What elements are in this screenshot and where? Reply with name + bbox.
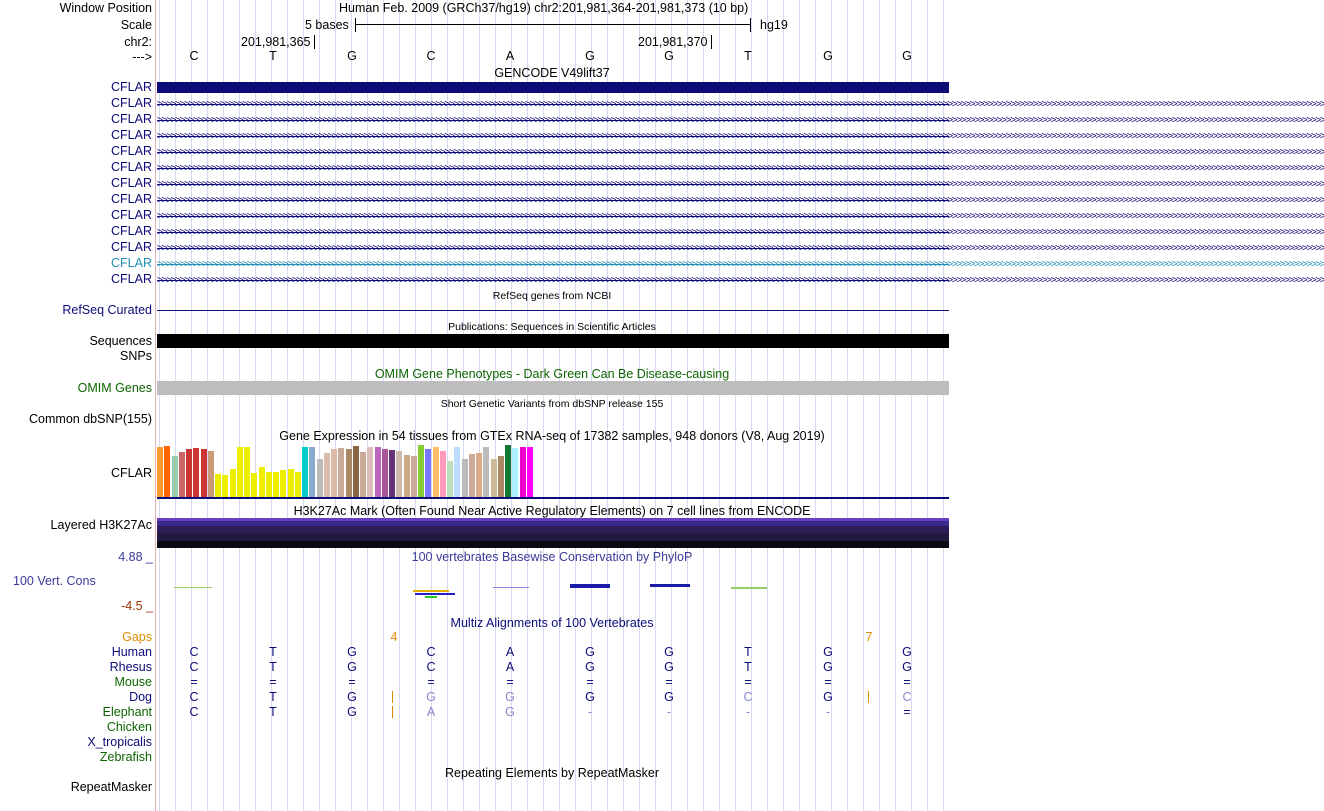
cons-track[interactable]: [157, 576, 949, 601]
scale-bar: [355, 18, 751, 32]
cons-ymin: -4.5 _: [121, 599, 153, 613]
gap-marker: [392, 706, 393, 718]
alignment-base: T: [269, 645, 277, 659]
cons-ymax: 4.88 _: [118, 550, 153, 564]
gencode-transcript[interactable]: [157, 82, 949, 93]
gtex-tissue-bar[interactable]: [491, 459, 497, 497]
gtex-tissue-bar[interactable]: [389, 450, 395, 497]
base-letter: A: [505, 49, 515, 63]
gtex-tissue-bar[interactable]: [425, 449, 431, 497]
alignment-base: G: [664, 645, 674, 659]
gtex-tissue-bar[interactable]: [454, 447, 460, 497]
alignment-base: G: [585, 645, 595, 659]
gtex-tissue-bar[interactable]: [288, 469, 294, 497]
gtex-tissue-bar[interactable]: [201, 449, 207, 497]
assembly-label: hg19: [760, 18, 788, 32]
dbsnp-label[interactable]: Common dbSNP(155): [29, 412, 152, 426]
gtex-tissue-bar[interactable]: [404, 455, 410, 497]
alignment-base: =: [903, 705, 911, 719]
gtex-tissue-bar[interactable]: [317, 459, 323, 497]
gtex-bar-chart[interactable]: [157, 445, 949, 497]
base-letter: G: [585, 49, 595, 63]
alignment-base: =: [190, 675, 198, 689]
gtex-tissue-bar[interactable]: [280, 470, 286, 497]
alignment-base: C: [189, 660, 199, 674]
alignment-base: G: [585, 690, 595, 704]
alignment-base: A: [505, 645, 515, 659]
gtex-tissue-bar[interactable]: [273, 472, 279, 497]
alignment-base: A: [505, 660, 515, 674]
gencode-gene-label[interactable]: CFLAR: [111, 272, 152, 286]
omim-label[interactable]: OMIM Genes: [77, 381, 152, 395]
gtex-tissue-bar[interactable]: [346, 449, 352, 497]
gtex-tissue-bar[interactable]: [512, 448, 518, 497]
sequences-label[interactable]: Sequences: [89, 334, 152, 348]
base-letter: G: [823, 49, 833, 63]
publications-title[interactable]: Publications: Sequences in Scientific Articles: [448, 321, 656, 333]
gtex-tissue-bar[interactable]: [440, 451, 446, 497]
gencode-transcript[interactable]: >>>>>>>>>>>>>>>>>>>>>>>>>>>>>>>>>>>>>>>>>>>>>>>>>>>>>>>>>>>>>>>>>>>>>>>>>>>>>>>>>>>>>>>>>>>>>>>>>>>>>>>>>>>>>>>>>>>>>>>>>>>>>>>>>>>>>>>>>>>>>>>>>>>>>>>>>>>>>>>>>>>>>>>>>>>>>>>>>>>>>>>>>>>>>>>>>>>>>>>>>>>>>>>>>>>>>>>>>>>>>>>>>>>>>>>>>>>>>>>>>>>>>>>>>>>>>>>>>>>>: [157, 115, 1324, 126]
coord-tick-2-mark: [711, 35, 712, 49]
species-label[interactable]: Rhesus: [109, 660, 152, 674]
repeatmasker-title[interactable]: Repeating Elements by RepeatMasker: [444, 766, 660, 780]
alignment-base: G: [664, 690, 674, 704]
label-divider: [155, 0, 156, 811]
gtex-tissue-bar[interactable]: [338, 448, 344, 497]
gtex-tissue-bar[interactable]: [527, 447, 533, 497]
alignment-base: -: [825, 705, 831, 719]
gaps-label[interactable]: Gaps: [122, 630, 152, 644]
gtex-tissue-bar[interactable]: [367, 447, 373, 497]
alignment-base: G: [426, 690, 436, 704]
alignment-base: G: [347, 645, 357, 659]
cons-mark: [413, 590, 449, 592]
alignment-base: G: [585, 660, 595, 674]
gap-count: 7: [865, 630, 873, 644]
gtex-tissue-bar[interactable]: [353, 446, 359, 497]
gtex-tissue-bar[interactable]: [208, 451, 214, 497]
gtex-tissue-bar[interactable]: [157, 447, 163, 497]
gtex-tissue-bar[interactable]: [266, 472, 272, 497]
gtex-tissue-bar[interactable]: [418, 445, 424, 497]
gencode-gene-label[interactable]: CFLAR: [111, 224, 152, 238]
cons-mark: [570, 584, 610, 588]
coord-tick-2: 201,981,370: [638, 35, 708, 49]
sequences-bar[interactable]: [157, 334, 949, 348]
cons-mark: [731, 587, 767, 589]
gtex-tissue-bar[interactable]: [164, 446, 170, 497]
gtex-tissue-bar[interactable]: [186, 449, 192, 497]
h3k27ac-layers[interactable]: [157, 518, 949, 548]
gencode-gene-label[interactable]: CFLAR: [111, 240, 152, 254]
cons-mark: [493, 587, 529, 588]
gencode-transcript[interactable]: >>>>>>>>>>>>>>>>>>>>>>>>>>>>>>>>>>>>>>>>>>>>>>>>>>>>>>>>>>>>>>>>>>>>>>>>>>>>>>>>>>>>>>>>>>>>>>>>>>>>>>>>>>>>>>>>>>>>>>>>>>>>>>>>>>>>>>>>>>>>>>>>>>>>>>>>>>>>>>>>>>>>>>>>>>>>>>>>>>>>>>>>>>>>>>>>>>>>>>>>>>>>>>>>>>>>>>>>>>>>>>>>>>>>>>>>>>>>>>>>>>>>>>>>>>>>>>>>>>>>: [157, 163, 1324, 174]
gtex-tissue-bar[interactable]: [193, 448, 199, 497]
gtex-tissue-bar[interactable]: [179, 452, 185, 497]
gtex-tissue-bar[interactable]: [375, 447, 381, 497]
gtex-tissue-bar[interactable]: [433, 447, 439, 497]
alignment-base: =: [269, 675, 277, 689]
alignment-base: =: [824, 675, 832, 689]
gencode-transcript[interactable]: >>>>>>>>>>>>>>>>>>>>>>>>>>>>>>>>>>>>>>>>>>>>>>>>>>>>>>>>>>>>>>>>>>>>>>>>>>>>>>>>>>>>>>>>>>>>>>>>>>>>>>>>>>>>>>>>>>>>>>>>>>>>>>>>>>>>>>>>>>>>>>>>>>>>>>>>>>>>>>>>>>>>>>>>>>>>>>>>>>>>>>>>>>>>>>>>>>>>>>>>>>>>>>>>>>>>>>>>>>>>>>>>>>>>>>>>>>>>>>>>>>>>>>>>>>>>>>>>>>>>: [157, 227, 1324, 238]
gtex-tissue-bar[interactable]: [396, 451, 402, 497]
gtex-tissue-bar[interactable]: [360, 452, 366, 497]
cons-mark: [174, 587, 212, 588]
alignment-base: =: [506, 675, 514, 689]
alignment-base: C: [743, 690, 753, 704]
alignment-base: T: [744, 645, 752, 659]
gtex-tissue-bar[interactable]: [259, 467, 265, 497]
gencode-title[interactable]: GENCODE V49lift37: [494, 66, 610, 80]
gencode-gene-label[interactable]: CFLAR: [111, 192, 152, 206]
gencode-gene-label[interactable]: CFLAR: [111, 208, 152, 222]
gtex-tissue-bar[interactable]: [215, 474, 221, 497]
base-letter: C: [426, 49, 436, 63]
window-position-label: Window Position: [59, 1, 152, 15]
alignment-base: G: [505, 705, 515, 719]
alignment-base: G: [505, 690, 515, 704]
species-label[interactable]: Zebrafish: [99, 750, 152, 764]
gtex-tissue-bar[interactable]: [411, 456, 417, 497]
snps-label[interactable]: SNPs: [120, 349, 152, 363]
species-label[interactable]: Chicken: [106, 720, 152, 734]
alignment-base: C: [189, 690, 199, 704]
alignment-base: -: [666, 705, 672, 719]
alignment-base: C: [426, 645, 436, 659]
species-label[interactable]: Dog: [129, 690, 152, 704]
alignment-base: =: [665, 675, 673, 689]
gencode-transcript[interactable]: >>>>>>>>>>>>>>>>>>>>>>>>>>>>>>>>>>>>>>>>>>>>>>>>>>>>>>>>>>>>>>>>>>>>>>>>>>>>>>>>>>>>>>>>>>>>>>>>>>>>>>>>>>>>>>>>>>>>>>>>>>>>>>>>>>>>>>>>>>>>>>>>>>>>>>>>>>>>>>>>>>>>>>>>>>>>>>>>>>>>>>>>>>>>>>>>>>>>>>>>>>>>>>>>>>>>>>>>>>>>>>>>>>>>>>>>>>>>>>>>>>>>>>>>>>>>>>>>>>>>: [157, 99, 1324, 110]
gencode-gene-label[interactable]: CFLAR: [111, 256, 152, 270]
gtex-tissue-bar[interactable]: [382, 449, 388, 497]
alignment-base: =: [903, 675, 911, 689]
gtex-tissue-bar[interactable]: [222, 475, 228, 497]
species-label[interactable]: Human: [111, 645, 152, 659]
alignment-base: A: [426, 705, 436, 719]
cons-mark: [425, 596, 437, 598]
omim-title[interactable]: OMIM Gene Phenotypes - Dark Green Can Be Disease-causing: [374, 367, 730, 381]
gtex-tissue-bar[interactable]: [302, 447, 308, 497]
alignment-base: -: [587, 705, 593, 719]
alignment-base: T: [269, 705, 277, 719]
gencode-transcript[interactable]: >>>>>>>>>>>>>>>>>>>>>>>>>>>>>>>>>>>>>>>>>>>>>>>>>>>>>>>>>>>>>>>>>>>>>>>>>>>>>>>>>>>>>>>>>>>>>>>>>>>>>>>>>>>>>>>>>>>>>>>>>>>>>>>>>>>>>>>>>>>>>>>>>>>>>>>>>>>>>>>>>>>>>>>>>>>>>>>>>>>>>>>>>>>>>>>>>>>>>>>>>>>>>>>>>>>>>>>>>>>>>>>>>>>>>>>>>>>>>>>>>>>>>>>>>>>>>>>>>>>>: [157, 195, 1324, 206]
gtex-tissue-bar[interactable]: [244, 447, 250, 497]
gtex-tissue-bar[interactable]: [230, 469, 236, 497]
gencode-gene-label[interactable]: CFLAR: [111, 160, 152, 174]
coord-tick-1-mark: [314, 35, 315, 49]
alignment-base: G: [823, 645, 833, 659]
alignment-base: T: [744, 660, 752, 674]
alignment-base: C: [189, 705, 199, 719]
gtex-baseline: [157, 497, 949, 499]
alignment-base: G: [902, 660, 912, 674]
alignment-base: C: [426, 660, 436, 674]
alignment-base: =: [744, 675, 752, 689]
coord-tick-1: 201,981,365: [241, 35, 311, 49]
gencode-gene-label[interactable]: CFLAR: [111, 144, 152, 158]
cons-mark: [415, 593, 455, 595]
gtex-tissue-bar[interactable]: [520, 447, 526, 497]
h3k27ac-title[interactable]: H3K27Ac Mark (Often Found Near Active Regulatory Elements) on 7 cell lines from ENCODE: [293, 504, 811, 518]
alignment-base: G: [347, 690, 357, 704]
alignment-base: =: [348, 675, 356, 689]
species-label[interactable]: Mouse: [114, 675, 152, 689]
gap-marker: [392, 691, 393, 703]
gtex-tissue-bar[interactable]: [309, 447, 315, 497]
refseq-label[interactable]: RefSeq Curated: [62, 303, 152, 317]
gtex-title[interactable]: Gene Expression in 54 tissues from GTEx RNA-seq of 17382 samples, 948 donors (V8, Aug 2019): [279, 429, 825, 443]
gtex-tissue-bar[interactable]: [462, 459, 468, 497]
omim-bar[interactable]: [157, 381, 949, 395]
gtex-tissue-bar[interactable]: [498, 456, 504, 497]
gtex-tissue-bar[interactable]: [295, 472, 301, 497]
multiz-title[interactable]: Multiz Alignments of 100 Vertebrates: [450, 616, 654, 630]
base-letter: T: [744, 49, 752, 63]
gencode-gene-label[interactable]: CFLAR: [111, 128, 152, 142]
scale-text: 5 bases: [305, 18, 349, 32]
gencode-gene-label[interactable]: CFLAR: [111, 176, 152, 190]
alignment-base: =: [586, 675, 594, 689]
gencode-transcript[interactable]: >>>>>>>>>>>>>>>>>>>>>>>>>>>>>>>>>>>>>>>>>>>>>>>>>>>>>>>>>>>>>>>>>>>>>>>>>>>>>>>>>>>>>>>>>>>>>>>>>>>>>>>>>>>>>>>>>>>>>>>>>>>>>>>>>>>>>>>>>>>>>>>>>>>>>>>>>>>>>>>>>>>>>>>>>>>>>>>>>>>>>>>>>>>>>>>>>>>>>>>>>>>>>>>>>>>>>>>>>>>>>>>>>>>>>>>>>>>>>>>>>>>>>>>>>>>>>>>>>>>>: [157, 179, 1324, 190]
gtex-label[interactable]: CFLAR: [111, 466, 152, 480]
gencode-transcript[interactable]: >>>>>>>>>>>>>>>>>>>>>>>>>>>>>>>>>>>>>>>>>>>>>>>>>>>>>>>>>>>>>>>>>>>>>>>>>>>>>>>>>>>>>>>>>>>>>>>>>>>>>>>>>>>>>>>>>>>>>>>>>>>>>>>>>>>>>>>>>>>>>>>>>>>>>>>>>>>>>>>>>>>>>>>>>>>>>>>>>>>>>>>>>>>>>>>>>>>>>>>>>>>>>>>>>>>>>>>>>>>>>>>>>>>>>>>>>>>>>>>>>>>>>>>>>>>>>>>>>>>>: [157, 147, 1324, 158]
cons-mark: [650, 584, 690, 587]
base-letter: G: [664, 49, 674, 63]
alignment-base: =: [427, 675, 435, 689]
gtex-tissue-bar[interactable]: [251, 473, 257, 497]
species-label[interactable]: Elephant: [102, 705, 152, 719]
base-letter: G: [902, 49, 912, 63]
alignment-base: G: [823, 690, 833, 704]
gtex-tissue-bar[interactable]: [331, 449, 337, 497]
gtex-tissue-bar[interactable]: [324, 453, 330, 497]
alignment-base: G: [664, 660, 674, 674]
strand-label: --->: [132, 50, 152, 64]
base-letter: G: [347, 49, 357, 63]
alignment-base: C: [189, 645, 199, 659]
gencode-gene-label[interactable]: CFLAR: [111, 96, 152, 110]
gtex-tissue-bar[interactable]: [505, 445, 511, 497]
gencode-gene-label[interactable]: CFLAR: [111, 80, 152, 94]
base-letter: C: [189, 49, 199, 63]
chr-label: chr2:: [124, 35, 152, 49]
gap-marker: [868, 691, 869, 703]
alignment-base: C: [902, 690, 912, 704]
gencode-gene-label[interactable]: CFLAR: [111, 112, 152, 126]
gtex-tissue-bar[interactable]: [469, 454, 475, 497]
gencode-transcript[interactable]: >>>>>>>>>>>>>>>>>>>>>>>>>>>>>>>>>>>>>>>>>>>>>>>>>>>>>>>>>>>>>>>>>>>>>>>>>>>>>>>>>>>>>>>>>>>>>>>>>>>>>>>>>>>>>>>>>>>>>>>>>>>>>>>>>>>>>>>>>>>>>>>>>>>>>>>>>>>>>>>>>>>>>>>>>>>>>>>>>>>>>>>>>>>>>>>>>>>>>>>>>>>>>>>>>>>>>>>>>>>>>>>>>>>>>>>>>>>>>>>>>>>>>>>>>>>>>>>>>>>>: [157, 243, 1324, 254]
alignment-base: G: [347, 705, 357, 719]
alignment-base: T: [269, 690, 277, 704]
gtex-tissue-bar[interactable]: [237, 447, 243, 497]
gtex-tissue-bar[interactable]: [483, 447, 489, 497]
refseq-title[interactable]: RefSeq genes from NCBI: [492, 290, 612, 302]
alignment-base: T: [269, 660, 277, 674]
gtex-tissue-bar[interactable]: [172, 456, 178, 497]
scale-label: Scale: [120, 18, 152, 32]
cons-label[interactable]: 100 Vert. Cons: [13, 574, 96, 588]
gencode-transcript[interactable]: >>>>>>>>>>>>>>>>>>>>>>>>>>>>>>>>>>>>>>>>>>>>>>>>>>>>>>>>>>>>>>>>>>>>>>>>>>>>>>>>>>>>>>>>>>>>>>>>>>>>>>>>>>>>>>>>>>>>>>>>>>>>>>>>>>>>>>>>>>>>>>>>>>>>>>>>>>>>>>>>>>>>>>>>>>>>>>>>>>>>>>>>>>>>>>>>>>>>>>>>>>>>>>>>>>>>>>>>>>>>>>>>>>>>>>>>>>>>>>>>>>>>>>>>>>>>>>>>>>>>: [157, 211, 1324, 222]
refseq-line[interactable]: [157, 310, 949, 311]
gencode-transcript[interactable]: >>>>>>>>>>>>>>>>>>>>>>>>>>>>>>>>>>>>>>>>>>>>>>>>>>>>>>>>>>>>>>>>>>>>>>>>>>>>>>>>>>>>>>>>>>>>>>>>>>>>>>>>>>>>>>>>>>>>>>>>>>>>>>>>>>>>>>>>>>>>>>>>>>>>>>>>>>>>>>>>>>>>>>>>>>>>>>>>>>>>>>>>>>>>>>>>>>>>>>>>>>>>>>>>>>>>>>>>>>>>>>>>>>>>>>>>>>>>>>>>>>>>>>>>>>>>>>>>>>>>: [157, 131, 1324, 142]
species-label[interactable]: X_tropicalis: [87, 735, 152, 749]
repeatmasker-label[interactable]: RepeatMasker: [70, 780, 152, 794]
alignment-base: G: [823, 660, 833, 674]
position-text: Human Feb. 2009 (GRCh37/hg19) chr2:201,981,364-201,981,373 (10 bp): [339, 1, 749, 15]
gtex-tissue-bar[interactable]: [447, 461, 453, 497]
alignment-base: G: [902, 645, 912, 659]
cons-title[interactable]: 100 vertebrates Basewise Conservation by PhyloP: [411, 550, 693, 564]
gencode-transcript[interactable]: >>>>>>>>>>>>>>>>>>>>>>>>>>>>>>>>>>>>>>>>>>>>>>>>>>>>>>>>>>>>>>>>>>>>>>>>>>>>>>>>>>>>>>>>>>>>>>>>>>>>>>>>>>>>>>>>>>>>>>>>>>>>>>>>>>>>>>>>>>>>>>>>>>>>>>>>>>>>>>>>>>>>>>>>>>>>>>>>>>>>>>>>>>>>>>>>>>>>>>>>>>>>>>>>>>>>>>>>>>>>>>>>>>>>>>>>>>>>>>>>>>>>>>>>>>>>>>>>>>>>: [157, 275, 1324, 286]
gtex-tissue-bar[interactable]: [476, 453, 482, 497]
dbsnp-title[interactable]: Short Genetic Variants from dbSNP release 155: [440, 398, 664, 410]
base-letter: T: [269, 49, 277, 63]
alignment-base: G: [347, 660, 357, 674]
h3k27ac-label[interactable]: Layered H3K27Ac: [50, 518, 152, 532]
alignment-base: -: [745, 705, 751, 719]
gap-count: 4: [390, 630, 398, 644]
gencode-transcript[interactable]: >>>>>>>>>>>>>>>>>>>>>>>>>>>>>>>>>>>>>>>>>>>>>>>>>>>>>>>>>>>>>>>>>>>>>>>>>>>>>>>>>>>>>>>>>>>>>>>>>>>>>>>>>>>>>>>>>>>>>>>>>>>>>>>>>>>>>>>>>>>>>>>>>>>>>>>>>>>>>>>>>>>>>>>>>>>>>>>>>>>>>>>>>>>>>>>>>>>>>>>>>>>>>>>>>>>>>>>>>>>>>>>>>>>>>>>>>>>>>>>>>>>>>>>>>>>>>>>>>>>>: [157, 259, 1324, 270]
